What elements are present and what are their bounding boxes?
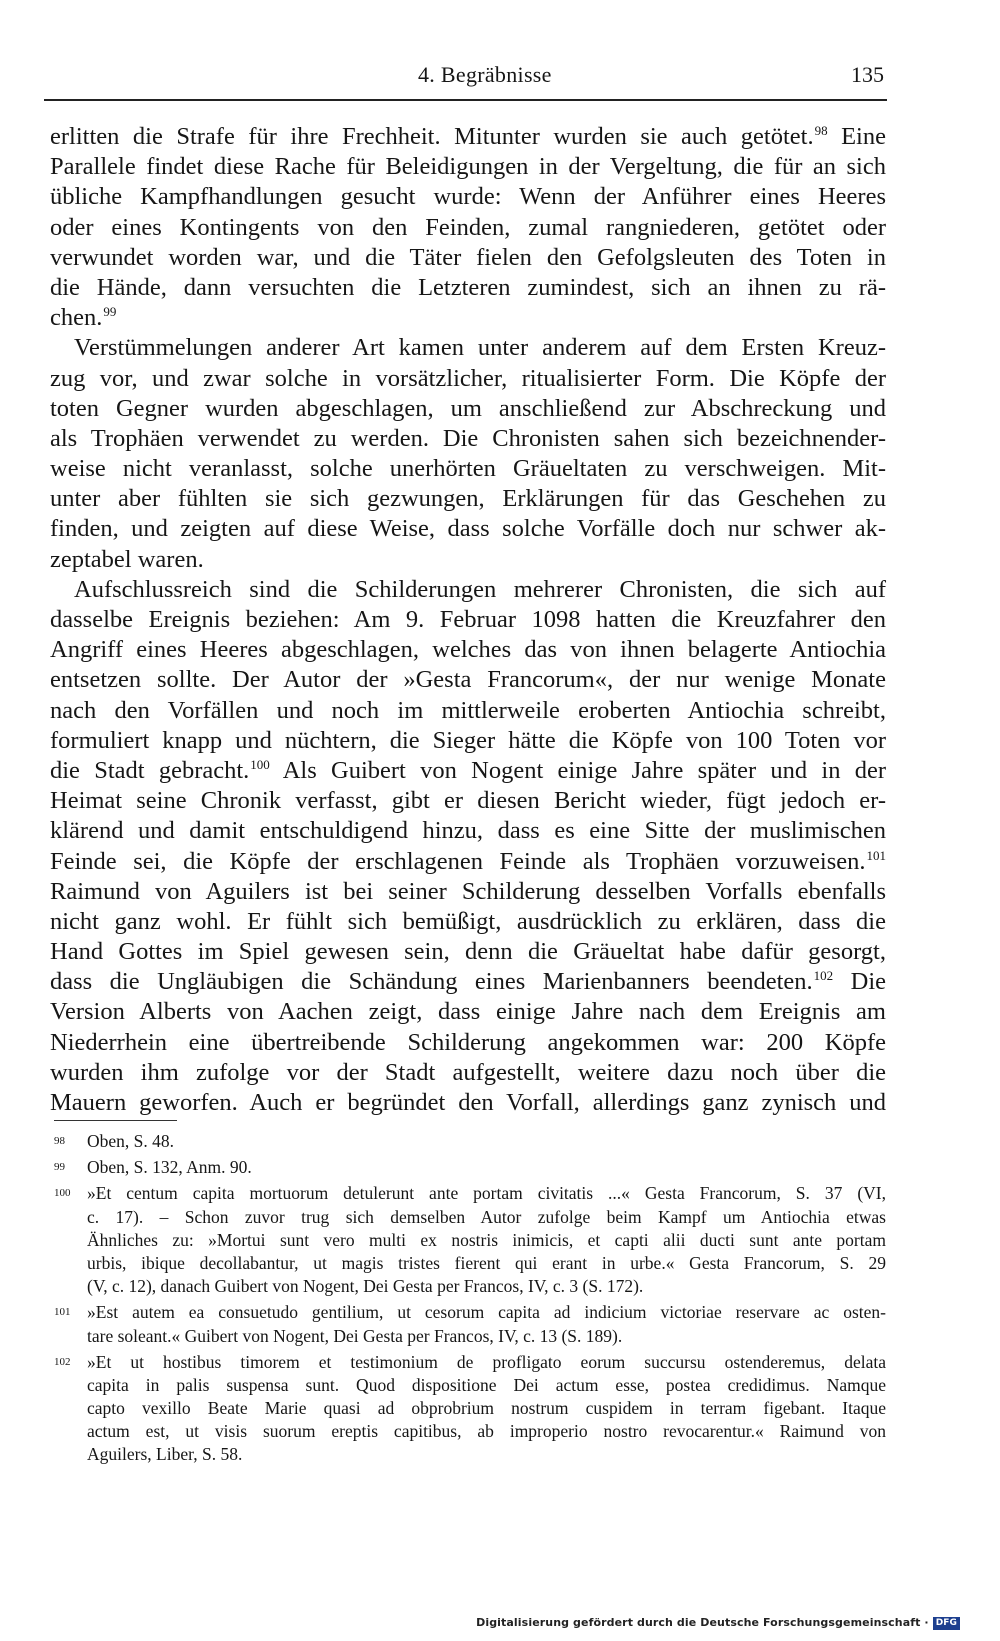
- line-text: Angriff eines Heeres abgeschlagen, welches das von ihnen belagerte Antiochia: [50, 636, 886, 664]
- footnote-line: Aguilers, Liber, S. 58.: [87, 1444, 243, 1465]
- line-text: finden, und zeigten auf diese Weise, dass solche Vorfälle doch nur schwer ak-: [50, 515, 886, 543]
- line-text: Heimat seine Chronik verfasst, gibt er diesen Bericht wieder, fügt jedoch er-: [50, 787, 886, 815]
- line-text: Mauern geworfen. Auch er begründet den Vorfall, allerdings ganz zynisch und: [50, 1089, 886, 1116]
- text-line: [50, 1058, 886, 1088]
- line-text: nach den Vorfällen und noch im mittlerweile eroberten Antiochia schreibt,: [50, 696, 886, 724]
- footnote-line: capita in palis suspensa sunt. Quod dispositione Dei actum esse, postea credidimus. Namque: [87, 1374, 886, 1395]
- text-line: [50, 545, 886, 575]
- line-text: zeptabel waren.: [50, 545, 204, 573]
- text-line: [50, 726, 886, 756]
- text-line: [50, 786, 886, 816]
- footnote-line: tare soleant.« Guibert von Nogent, Dei Gesta per Francos, IV, c. 13 (S. 189).: [87, 1325, 623, 1346]
- line-text: erlitten die Strafe für ihre Frechheit. Mitunter wurden sie auch getötet.: [50, 123, 814, 150]
- line-text: Niederrhein eine übertreibende Schilderung angekommen war: 200 Köpfe: [50, 1028, 886, 1056]
- line-text: weise nicht veranlasst, solche unerhörten Gräueltaten zu verschweigen. Mit-: [50, 455, 886, 483]
- footnote-ref: 99: [103, 304, 117, 320]
- line-text: toten Gegner wurden abgeschlagen, um anschließend zur Abschreckung und: [50, 394, 886, 422]
- text-line: [50, 273, 886, 303]
- footnote: [50, 1130, 886, 1153]
- line-text: als Trophäen verwendet zu werden. Die Chronisten sahen sich bezeichnender-: [50, 424, 886, 452]
- line-text: formuliert knapp und nüchtern, die Sieger hätte die Köpfe von 100 Toten vor: [50, 726, 886, 754]
- line-text: Hand Gottes im Spiel gewesen sein, denn die Gräueltat habe dafür gesorgt,: [50, 938, 886, 966]
- text-line: [50, 122, 886, 152]
- line-text: dasselbe Ereignis beziehen: Am 9. Februar 1098 hatten die Kreuzfahrer den: [50, 606, 886, 633]
- footnote-number: 100: [54, 1187, 71, 1200]
- line-text: unter aber fühlten sie sich gezwungen, Erklärungen für das Geschehen zu: [50, 485, 886, 513]
- page-number: 135: [851, 62, 884, 87]
- text-line: [50, 213, 886, 243]
- text-line: [50, 333, 886, 363]
- text-line: [50, 243, 886, 273]
- footnote-line: Oben, S. 132, Anm. 90.: [87, 1157, 252, 1178]
- chapter-title: 4. Begräbnisse: [418, 62, 552, 87]
- text-line: [50, 937, 886, 967]
- line-text: übliche Kampfhandlungen gesucht wurde: Wenn der Anführer eines Heeres: [50, 183, 886, 211]
- line-text-after-ref: Als Guibert von Nogent einige Jahre später und in der: [269, 756, 886, 784]
- footnote-line: (V, c. 12), danach Guibert von Nogent, Dei Gesta per Francos, IV, c. 3 (S. 172).: [87, 1276, 644, 1297]
- text-line: [50, 1088, 886, 1118]
- footnote-line: capto vexillo Beate Marie quasi ad obprobrium nostrum cuspidem in terram figebant. Itaque: [87, 1398, 886, 1419]
- footnotes: [50, 1130, 886, 1467]
- line-text: verwundet worden war, und die Täter fielen den Gefolgsleuten des Toten in: [50, 243, 886, 271]
- text-line: [50, 907, 886, 937]
- footnote-number: 102: [54, 1355, 71, 1368]
- line-text: Parallele findet diese Rache für Beleidigungen in der Vergeltung, die für an sich: [50, 153, 886, 181]
- line-text: Verstümmelungen anderer Art kamen unter anderem auf dem Ersten Kreuz-: [74, 334, 886, 362]
- credit-text: Digitalisierung gefördert durch die Deutsche Forschungsgemeinschaft ·: [476, 1616, 929, 1629]
- line-text: nicht ganz wohl. Er fühlt sich bemüßigt, ausdrücklich zu erklären, dass die: [50, 907, 886, 935]
- text-line: [50, 605, 886, 635]
- text-line: [50, 1028, 886, 1058]
- text-line: [50, 575, 886, 605]
- footnote-line: »Et ut hostibus timorem et testimonium de profligato eorum succursu ostenderemus, delata: [87, 1351, 886, 1372]
- body-text: [50, 122, 886, 1118]
- text-line: [50, 303, 886, 333]
- text-line: [50, 484, 886, 514]
- text-line: [50, 152, 886, 182]
- footnote-ref: 100: [250, 756, 270, 772]
- footnote-line: c. 17). – Schon zuvor trug sich demselben Autor zufolge beim Kampf um Antiochia etwas: [87, 1206, 886, 1227]
- footnote-rule: [54, 1120, 177, 1121]
- text-line: [50, 665, 886, 695]
- footnote-number: 101: [54, 1306, 71, 1319]
- text-line: [50, 182, 886, 212]
- footnote: [50, 1301, 886, 1347]
- text-line: [50, 635, 886, 665]
- line-text: Aufschlussreich sind die Schilderungen mehrerer Chronisten, die sich auf: [74, 575, 886, 603]
- digitization-credit: [476, 1616, 960, 1630]
- line-text: chen.: [50, 304, 103, 332]
- text-line: [50, 847, 886, 877]
- text-line: [50, 997, 886, 1027]
- footnote-line: Ähnliches zu: »Mortui sunt vero multi ex nostris inimicis, et capti alii ducti sunt ante portam: [87, 1229, 886, 1250]
- text-line: [50, 454, 886, 484]
- footnote-line: Oben, S. 48.: [87, 1131, 175, 1151]
- text-line: [50, 967, 886, 997]
- line-text: zug vor, und zwar solche in vorsätzlicher, ritualisierter Form. Die Köpfe der: [50, 364, 886, 392]
- footnote-ref: 98: [814, 123, 828, 138]
- line-text: Raimund von Aguilers ist bei seiner Schilderung desselben Vorfalls ebenfalls: [50, 877, 886, 905]
- footnote-ref: 101: [866, 847, 886, 863]
- line-text: entsetzen sollte. Der Autor der »Gesta Francorum«, der nur wenige Monate: [50, 666, 886, 694]
- footnote-number: 98: [54, 1135, 65, 1147]
- footnote: [50, 1156, 886, 1179]
- dfg-logo: DFG: [933, 1617, 960, 1630]
- footnote-line: actum est, ut visis suorum ereptis capitibus, ab improperio nostro revocarentur.« Raimund von: [87, 1421, 886, 1442]
- line-text: Feinde sei, die Köpfe der erschlagenen Feinde als Trophäen vorzuweisen.: [50, 847, 866, 875]
- text-line: [50, 877, 886, 907]
- footnote-ref: 102: [813, 968, 834, 984]
- line-text-after-ref: Eine: [827, 123, 886, 150]
- footnote-number: 99: [54, 1161, 65, 1174]
- text-line: [50, 514, 886, 544]
- line-text: die Stadt gebracht.: [50, 756, 250, 784]
- text-line: [50, 756, 886, 786]
- line-text: klärend und damit entschuldigend hinzu, dass es eine Sitte der muslimischen: [50, 817, 886, 845]
- footnote: [50, 1182, 886, 1298]
- footnote-line: »Est autem ea consuetudo gentilium, ut cesorum capita ad indicium victoriae reservare ac osten-: [87, 1302, 886, 1323]
- line-text: Version Alberts von Aachen zeigt, dass einige Jahre nach dem Ereignis am: [50, 998, 886, 1026]
- running-header: [44, 62, 884, 98]
- line-text: oder eines Kontingents von den Feinden, zumal rangniederen, getötet oder: [50, 213, 886, 241]
- text-line: [50, 816, 886, 846]
- text-line: [50, 696, 886, 726]
- text-line: [50, 424, 886, 454]
- header-rule: [44, 99, 887, 101]
- text-line: [50, 394, 886, 424]
- line-text: wurden ihm zufolge vor der Stadt aufgestellt, weitere dazu noch über die: [50, 1058, 886, 1086]
- footnote: [50, 1351, 886, 1467]
- line-text: dass die Ungläubigen die Schändung eines Marienbanners beendeten.: [50, 968, 813, 996]
- line-text: die Hände, dann versuchten die Letzteren zumindest, sich an ihnen zu rä-: [50, 273, 886, 301]
- line-text-after-ref: Die: [833, 968, 887, 996]
- footnote-line: urbis, ibique decollabantur, ut magis tristes fierent qui erant in urbe.« Gesta Francorum, S. 29: [87, 1252, 886, 1273]
- text-line: [50, 364, 886, 394]
- footnote-line: »Et centum capita mortuorum detulerunt ante portam civitatis ...« Gesta Francorum, S. 37 (VI,: [87, 1183, 886, 1204]
